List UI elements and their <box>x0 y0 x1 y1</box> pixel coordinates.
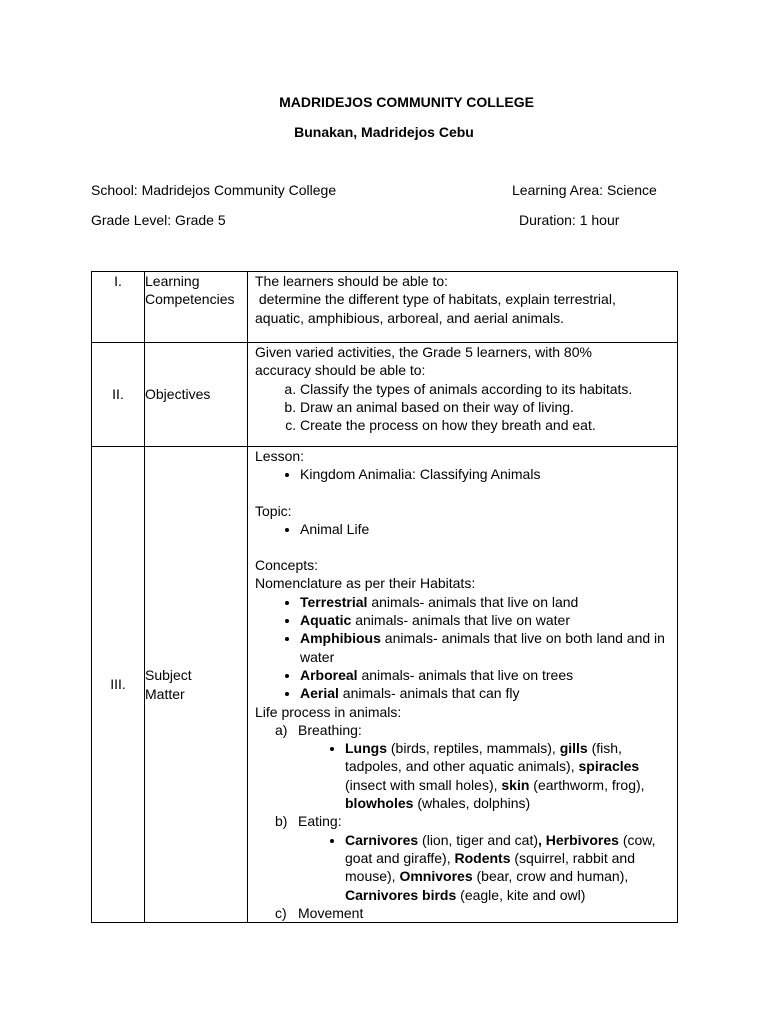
objectives-list <box>255 380 677 435</box>
list-item: c. Create the process on how they breath and eat. <box>300 416 677 434</box>
list-item: • Aquatic animals- animals that live on water <box>300 611 677 629</box>
habitat-list <box>255 593 677 703</box>
list-item: • Arboreal animals- animals that live on trees <box>300 666 677 684</box>
table-row-competencies <box>92 272 678 343</box>
competencies-content: The learners should be able to: determine the different type of habitats, explain terrestrial, aquatic, amphibious, arboreal, and aerial animals. <box>248 272 678 343</box>
list-item: • Aerial animals- animals that can fly <box>300 684 677 702</box>
lesson-plan-table <box>91 271 678 923</box>
row-label: Objectives <box>145 343 248 447</box>
breathing-section: a) Breathing: <box>275 721 362 738</box>
list-item: • Carnivores (lion, tiger and cat), Herbivores (cow, goat and giraffe), Rodents (squirrel, rabbit and mouse), Omnivores (bear, crow and human), Carnivores birds (eagle, kite and owl) <box>345 831 677 904</box>
row-number: II. <box>92 343 145 447</box>
table-row-objectives <box>92 343 678 447</box>
row-number: I. <box>92 272 145 343</box>
row-number: III. <box>92 447 145 923</box>
institution-title: MADRIDEJOS COMMUNITY COLLEGE <box>279 94 534 110</box>
row-label: Learning Competencies <box>145 272 248 343</box>
learning-area-info: Learning Area: Science <box>512 182 657 198</box>
list-item: • Kingdom Animalia: Classifying Animals <box>300 465 677 483</box>
school-info: School: Madridejos Community College <box>91 182 337 198</box>
subject-matter-content: Lesson: • Kingdom Animalia: Classifying Animals Topic: • Animal Life Concepts: Nomenclature as per their Habitats: • Terrestrial animals- animals that live on land • Aquatic animals- animals that live on water • Amphibious animals- animals that live on both land and in water • Arboreal animals- animals that live on trees • Aerial animals- animals that can fly Life process in animals: a) Breathing: • Lungs (birds, reptiles, mammals), gills (fish, tadpoles, and other aquatic animals), spiracles (insect with small holes), skin (earthworm, frog), blowholes (whales, dolphins) b) Eating: • Carnivores (lion, tiger and cat), Herbivores (cow, goat and giraffe), Rodents (squirrel, rabbit and mouse), Omnivores (bear, crow and human), Carnivores birds (eagle, kite and owl) c) Movement <box>248 447 678 923</box>
objectives-content: Given varied activities, the Grade 5 learners, with 80% accuracy should be able to: a. Classify the types of animals according to its habitats. b. Draw an animal based on their way of living. c. Create the process on how they breath and eat. <box>248 343 678 447</box>
list-item: • Terrestrial animals- animals that live on land <box>300 593 677 611</box>
eating-section: b) Eating: <box>275 813 342 830</box>
grade-level-info: Grade Level: Grade 5 <box>91 212 226 228</box>
list-item: a. Classify the types of animals according to its habitats. <box>300 380 677 398</box>
list-item: • Lungs (birds, reptiles, mammals), gills (fish, tadpoles, and other aquatic animals), spiracles (insect with small holes), skin (earthworm, frog), blowholes (whales, dolphins) <box>345 739 677 812</box>
movement-section: c) Movement <box>275 904 364 921</box>
row-label: Subject Matter <box>145 447 248 923</box>
list-item: • Animal Life <box>300 520 677 538</box>
duration-info: Duration: 1 hour <box>519 212 620 228</box>
institution-address: Bunakan, Madridejos Cebu <box>294 124 474 140</box>
list-item: b. Draw an animal based on their way of living. <box>300 398 677 416</box>
table-row-subject-matter <box>92 447 678 923</box>
list-item: • Amphibious animals- animals that live on both land and in water <box>300 629 677 666</box>
